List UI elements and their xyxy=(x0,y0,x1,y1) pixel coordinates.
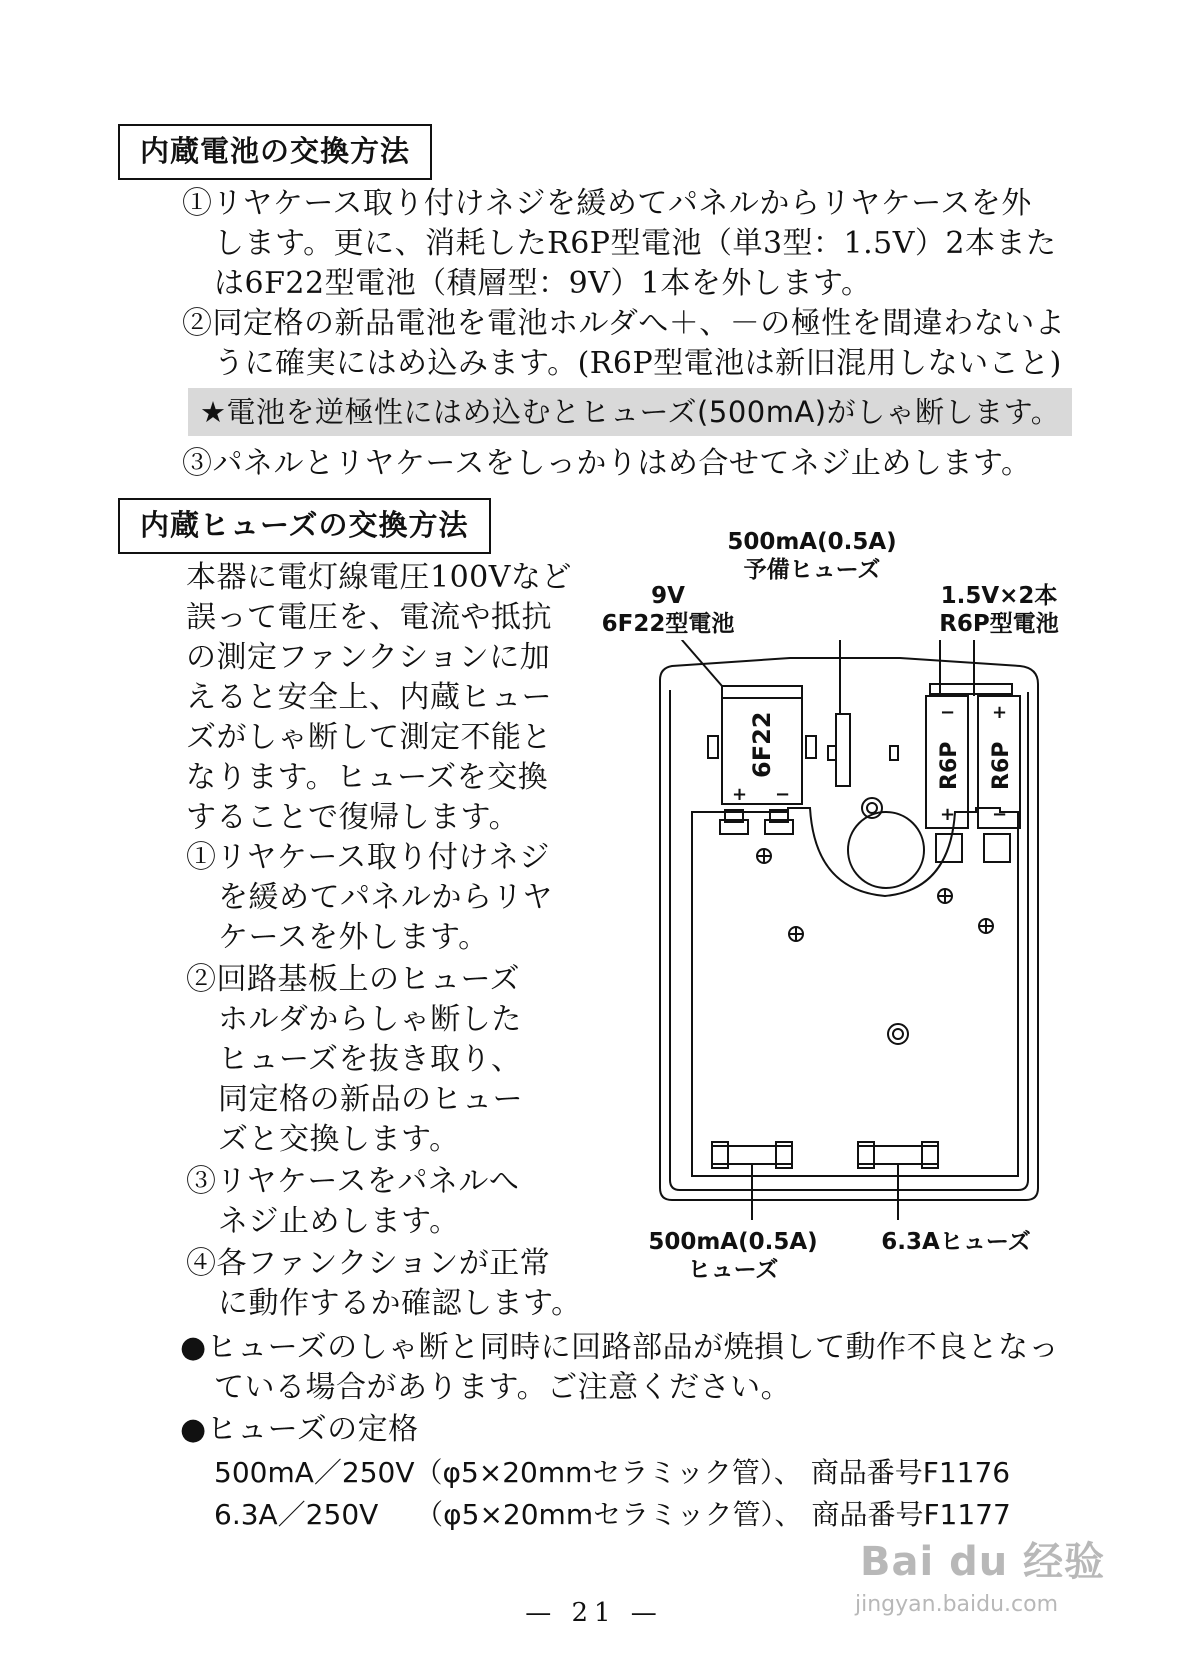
battery-step-3: ③パネルとリヤケースをしっかりはめ合せてネジ止めします。 xyxy=(182,446,1032,481)
svg-text:+: + xyxy=(940,804,956,825)
battery-9v-label: 9V 6F22型電池 xyxy=(601,583,735,637)
polarity-warning: ★電池を逆極性にはめ込むとヒューズ(500mA)がしゃ断します。 xyxy=(200,395,1061,429)
note-1-line-2: ている場合があります。ご注意ください。 xyxy=(214,1370,792,1405)
battery-aa-label: 1.5V×2本 R6P型電池 xyxy=(939,583,1059,637)
fuse-step-line: に動作するか確認します。 xyxy=(218,1286,582,1321)
baidu-watermark-logo: Bai du 经验 xyxy=(860,1539,1106,1585)
note-2-heading: ●ヒューズの定格 xyxy=(180,1412,419,1447)
fuse-step-line: ④各ファンクションが正常 xyxy=(186,1246,551,1281)
battery-line-1: ①リヤケース取り付けネジを緩めてパネルからリヤケースを外 xyxy=(182,186,1032,221)
battery-line-4: ②同定格の新品電池を電池ホルダへ＋、－の極性を間違わないよ xyxy=(182,306,1066,341)
battery-9v-text: 6F22 xyxy=(748,711,776,778)
battery-compartment-diagram xyxy=(640,640,1060,1220)
fuse-500-label: 500mA(0.5A) ヒューズ xyxy=(648,1229,818,1283)
fuse-step-line: ケースを外します。 xyxy=(218,920,489,955)
fuse-spec-500ma: 500mA／250V（φ5×20mmセラミック管）、 商品番号F1176 xyxy=(214,1456,1011,1489)
fuse-line: することで復帰します。 xyxy=(186,800,520,835)
svg-text:+: + xyxy=(732,784,748,805)
battery-aa-text-1: R6P xyxy=(937,741,962,790)
fuse-spec-6-3a: 6.3A／250V （φ5×20mmセラミック管）、 商品番号F1177 xyxy=(214,1498,1011,1531)
svg-text:−: − xyxy=(775,784,791,805)
fuse-6-3a xyxy=(858,1146,938,1164)
svg-text:−: − xyxy=(940,702,956,723)
fuse-step-line: ホルダからしゃ断した xyxy=(218,1002,522,1037)
svg-text:+: + xyxy=(992,702,1008,723)
fuse-500ma xyxy=(712,1146,792,1164)
fuse-step-line: 同定格の新品のヒュー xyxy=(218,1082,523,1117)
fuse-line: えると安全上、内蔵ヒュー xyxy=(186,680,552,715)
fuse-line: ズがしゃ断して測定不能と xyxy=(186,720,552,755)
fuse-step-line: ①リヤケース取り付けネジ xyxy=(186,840,550,875)
screw-hole xyxy=(888,1024,908,1044)
battery-cutout xyxy=(848,812,924,888)
spare-fuse-label: 500mA(0.5A) 予備ヒューズ xyxy=(727,529,897,583)
battery-line-3: は6F22型電池（積層型：9V）1本を外します。 xyxy=(214,266,872,301)
fuse-line: 本器に電灯線電圧100Vなど xyxy=(186,560,572,595)
fuse-section-heading: 内蔵ヒューズの交換方法 xyxy=(118,498,491,554)
fuse-step-line: を緩めてパネルからリヤ xyxy=(218,880,553,915)
baidu-watermark-url: jingyan.baidu.com xyxy=(855,1592,1059,1617)
battery-line-2: します。更に、消耗したR6P型電池（単3型：1.5V）2本また xyxy=(214,226,1057,261)
note-1-line-1: ●ヒューズのしゃ断と同時に回路部品が焼損して動作不良となっ xyxy=(180,1330,1060,1365)
fuse-step-line: ヒューズを抜き取り、 xyxy=(218,1042,522,1077)
spare-fuse xyxy=(836,714,850,786)
page-number: — 21 — xyxy=(525,1598,663,1628)
fuse-line: なります。ヒューズを交換 xyxy=(186,760,549,795)
fuse-step-line: ②回路基板上のヒューズ xyxy=(186,962,520,997)
fuse-line: 誤って電圧を、電流や抵抗 xyxy=(186,600,552,635)
circuit-board xyxy=(692,808,1018,1176)
battery-aa-text-2: R6P xyxy=(989,741,1014,790)
fuse-63-label: 6.3Aヒューズ xyxy=(881,1229,1031,1255)
fuse-line: の測定ファンクションに加 xyxy=(186,640,551,675)
battery-line-5: うに確実にはめ込みます。(R6P型電池は新旧混用しないこと) xyxy=(214,346,1062,381)
fuse-step-line: ③リヤケースをパネルへ xyxy=(186,1164,520,1199)
fuse-step-line: ネジ止めします。 xyxy=(218,1204,460,1239)
battery-section-heading: 内蔵電池の交換方法 xyxy=(118,124,432,180)
fuse-step-line: ズと交換します。 xyxy=(218,1122,460,1157)
svg-text:−: − xyxy=(992,804,1008,825)
